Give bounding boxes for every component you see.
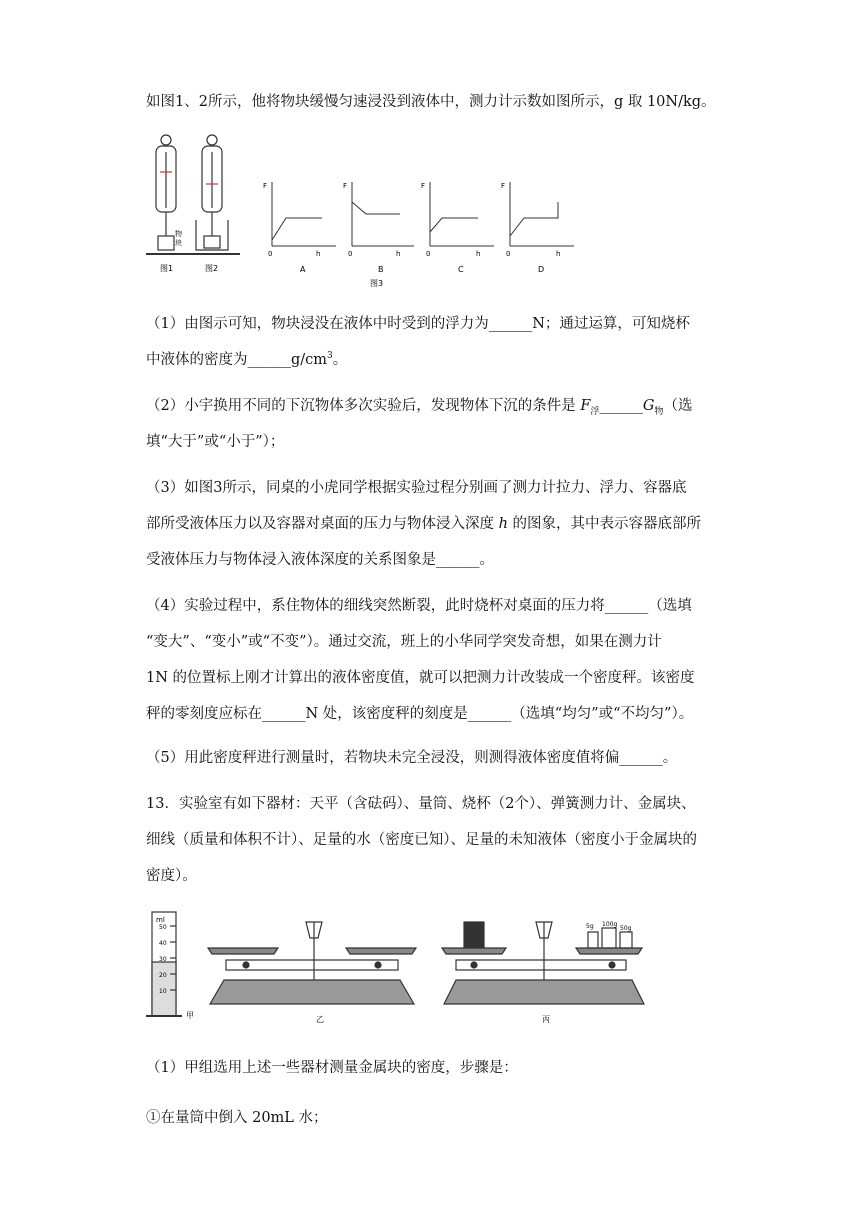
graph-c-xaxis: h (476, 250, 481, 258)
balance-yi (208, 922, 416, 1004)
q4-line1: （4）实验过程中，系住物体的细线突然断裂，此时烧杯对桌面的压力将______（选填 (146, 598, 692, 614)
graph-d-origin: 0 (506, 250, 511, 258)
label-bing: 丙 (542, 1015, 550, 1024)
cylinder-unit: ml (156, 916, 165, 924)
q4-line3: 1N 的位置标上刚才计算出的液体密度值，就可以把测力计改装成一个密度秤。该密度 (146, 670, 695, 686)
graph-d-name: D (538, 265, 545, 274)
q3-line3: 受液体压力与物体浸入液体深度的关系图象是______。 (146, 552, 494, 568)
q13-line1: 13．实验室有如下器材：天平（含砝码）、量筒、烧杯（2个）、弹簧测力计、金属块、 (146, 796, 696, 812)
q13-line3: 密度）。 (146, 868, 197, 884)
graph-c-origin: 0 (426, 250, 431, 258)
q2-line1: （2）小宇换用不同的下沉物体多次实验后，发现物体下沉的条件是 $F_浮\_\_\_\_\_\_G_物$（选 (146, 398, 693, 417)
q13-1-line1: （1）甲组选用上述一些器材测量金属块的密度，步骤是： (146, 1060, 518, 1076)
graph-a-xaxis: h (316, 250, 321, 258)
block-label-1: 物 (175, 230, 182, 238)
cyl-tick-20: 20 (159, 972, 167, 979)
q2-line2: 填“大于”或“小于”）； (146, 434, 285, 450)
cyl-tick-30: 30 (159, 956, 167, 963)
q13-1-line2: ①在量筒中倒入 20mL 水； (146, 1110, 328, 1126)
spring-scale-2 (196, 135, 228, 250)
q4-line4: 秤的零刻度应标在______N 处，该密度秤的刻度是______（选填“均匀”或“不均匀”）。 (146, 706, 694, 722)
graph-c-yaxis: F (421, 182, 426, 190)
cyl-tick-40: 40 (159, 940, 167, 947)
graph-b-origin: 0 (348, 250, 353, 258)
graph-d-yaxis: F (501, 182, 506, 190)
figure-3-label: 图3 (370, 279, 384, 288)
graph-a-origin: 0 (268, 250, 273, 258)
weight-50g: 50g (620, 925, 632, 932)
graph-c-name: C (458, 265, 464, 274)
graph-d (510, 182, 574, 246)
label-yi: 乙 (316, 1015, 324, 1024)
graph-a-name: A (300, 265, 306, 274)
q1-line2: 中液体的密度为$\_\_\_\_\_\_g/cm^3$。 (146, 351, 348, 368)
cyl-tick-10: 10 (159, 988, 167, 995)
spring-scale-1 (156, 135, 176, 250)
q3-line1: （3）如图3所示，同桌的小虎同学根据实验过程分别画了测力计拉力、浮力、容器底 (146, 480, 687, 496)
q13-line2: 细线（质量和体积不计）、足量的水（密度已知）、足量的未知液体（密度小于金属块的 (146, 832, 697, 848)
spring-scale-figure (146, 132, 586, 292)
cyl-tick-50: 50 (159, 924, 167, 931)
graph-b (352, 182, 414, 246)
weight-100g: 100g (602, 921, 618, 928)
q4-line2: “变大”、“变小”或“不变”）。通过交流，班上的小华同学突发奇想，如果在测力计 (146, 634, 662, 650)
graph-a (272, 182, 336, 246)
q3-line2: 部所受液体压力以及容器对桌面的压力与物体浸入深度 h 的图象，其中表示容器底部所 (146, 516, 702, 532)
graph-b-xaxis: h (396, 250, 401, 258)
label-jia: 甲 (186, 1011, 194, 1020)
weight-5g: 5g (586, 923, 594, 930)
block-label-2: 块 (175, 239, 182, 247)
graph-c (430, 182, 494, 246)
figure-2-label: 图2 (205, 264, 219, 273)
balance-figure (146, 904, 666, 1024)
q5-line1: （5）用此密度秤进行测量时，若物块未完全浸没，则测得液体密度值将偏______。 (146, 750, 678, 766)
graph-d-xaxis: h (556, 250, 561, 258)
graph-a-yaxis: F (263, 182, 268, 190)
figure-1-label: 图1 (160, 264, 174, 273)
graph-b-name: B (378, 265, 384, 274)
graph-b-yaxis: F (343, 182, 348, 190)
intro-text: 如图1、2所示，他将物块缓慢匀速浸没到液体中，测力计示数如图所示，g 取 10N/kg。 (146, 94, 716, 110)
balance-bing (442, 922, 644, 1004)
q1-line1: （1）由图示可知，物块浸没在液体中时受到的浮力为______N；通过运算，可知烧杯 (146, 316, 690, 332)
